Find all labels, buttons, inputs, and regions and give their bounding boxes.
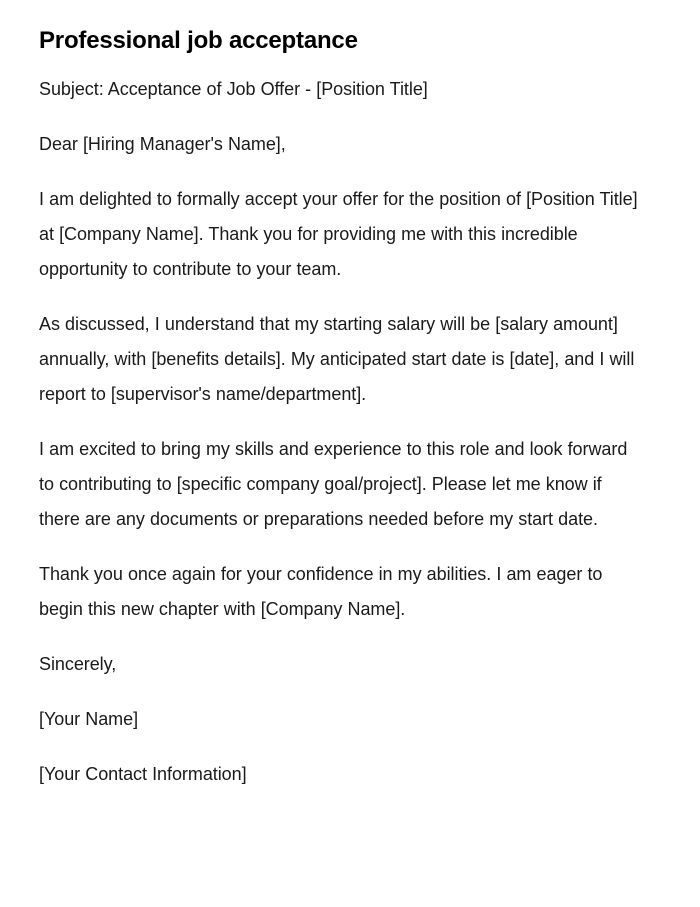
letter-paragraph-acceptance: I am delighted to formally accept your offer for the position of [Position Title] at [Company Name]. Thank you for providing me with this incredible opportunity to contribute to your team. xyxy=(39,189,638,279)
letter-paragraph-enthusiasm: I am excited to bring my skills and experience to this role and look forward to contributing to [specific company goal/project]. Please let me know if there are any documents or preparations needed before my start date. xyxy=(39,439,628,529)
letter-subject-line: Subject: Acceptance of Job Offer - [Position Title] xyxy=(39,79,428,99)
letter-salutation: Dear [Hiring Manager's Name], xyxy=(39,134,286,154)
letter-body xyxy=(39,72,642,792)
letter-signature-contact: [Your Contact Information] xyxy=(39,764,247,784)
letter-signature-name: [Your Name] xyxy=(39,709,139,729)
letter-paragraph-terms: As discussed, I understand that my starting salary will be [salary amount] annually, with [benefits details]. My anticipated start date is [date], and I will report to [supervisor's name/department]. xyxy=(39,314,635,404)
letter-closing: Sincerely, xyxy=(39,654,117,674)
page-title: Professional job acceptance xyxy=(39,27,358,54)
letter-paragraph-thanks: Thank you once again for your confidence in my abilities. I am eager to begin this new chapter with [Company Name]. xyxy=(39,564,603,619)
